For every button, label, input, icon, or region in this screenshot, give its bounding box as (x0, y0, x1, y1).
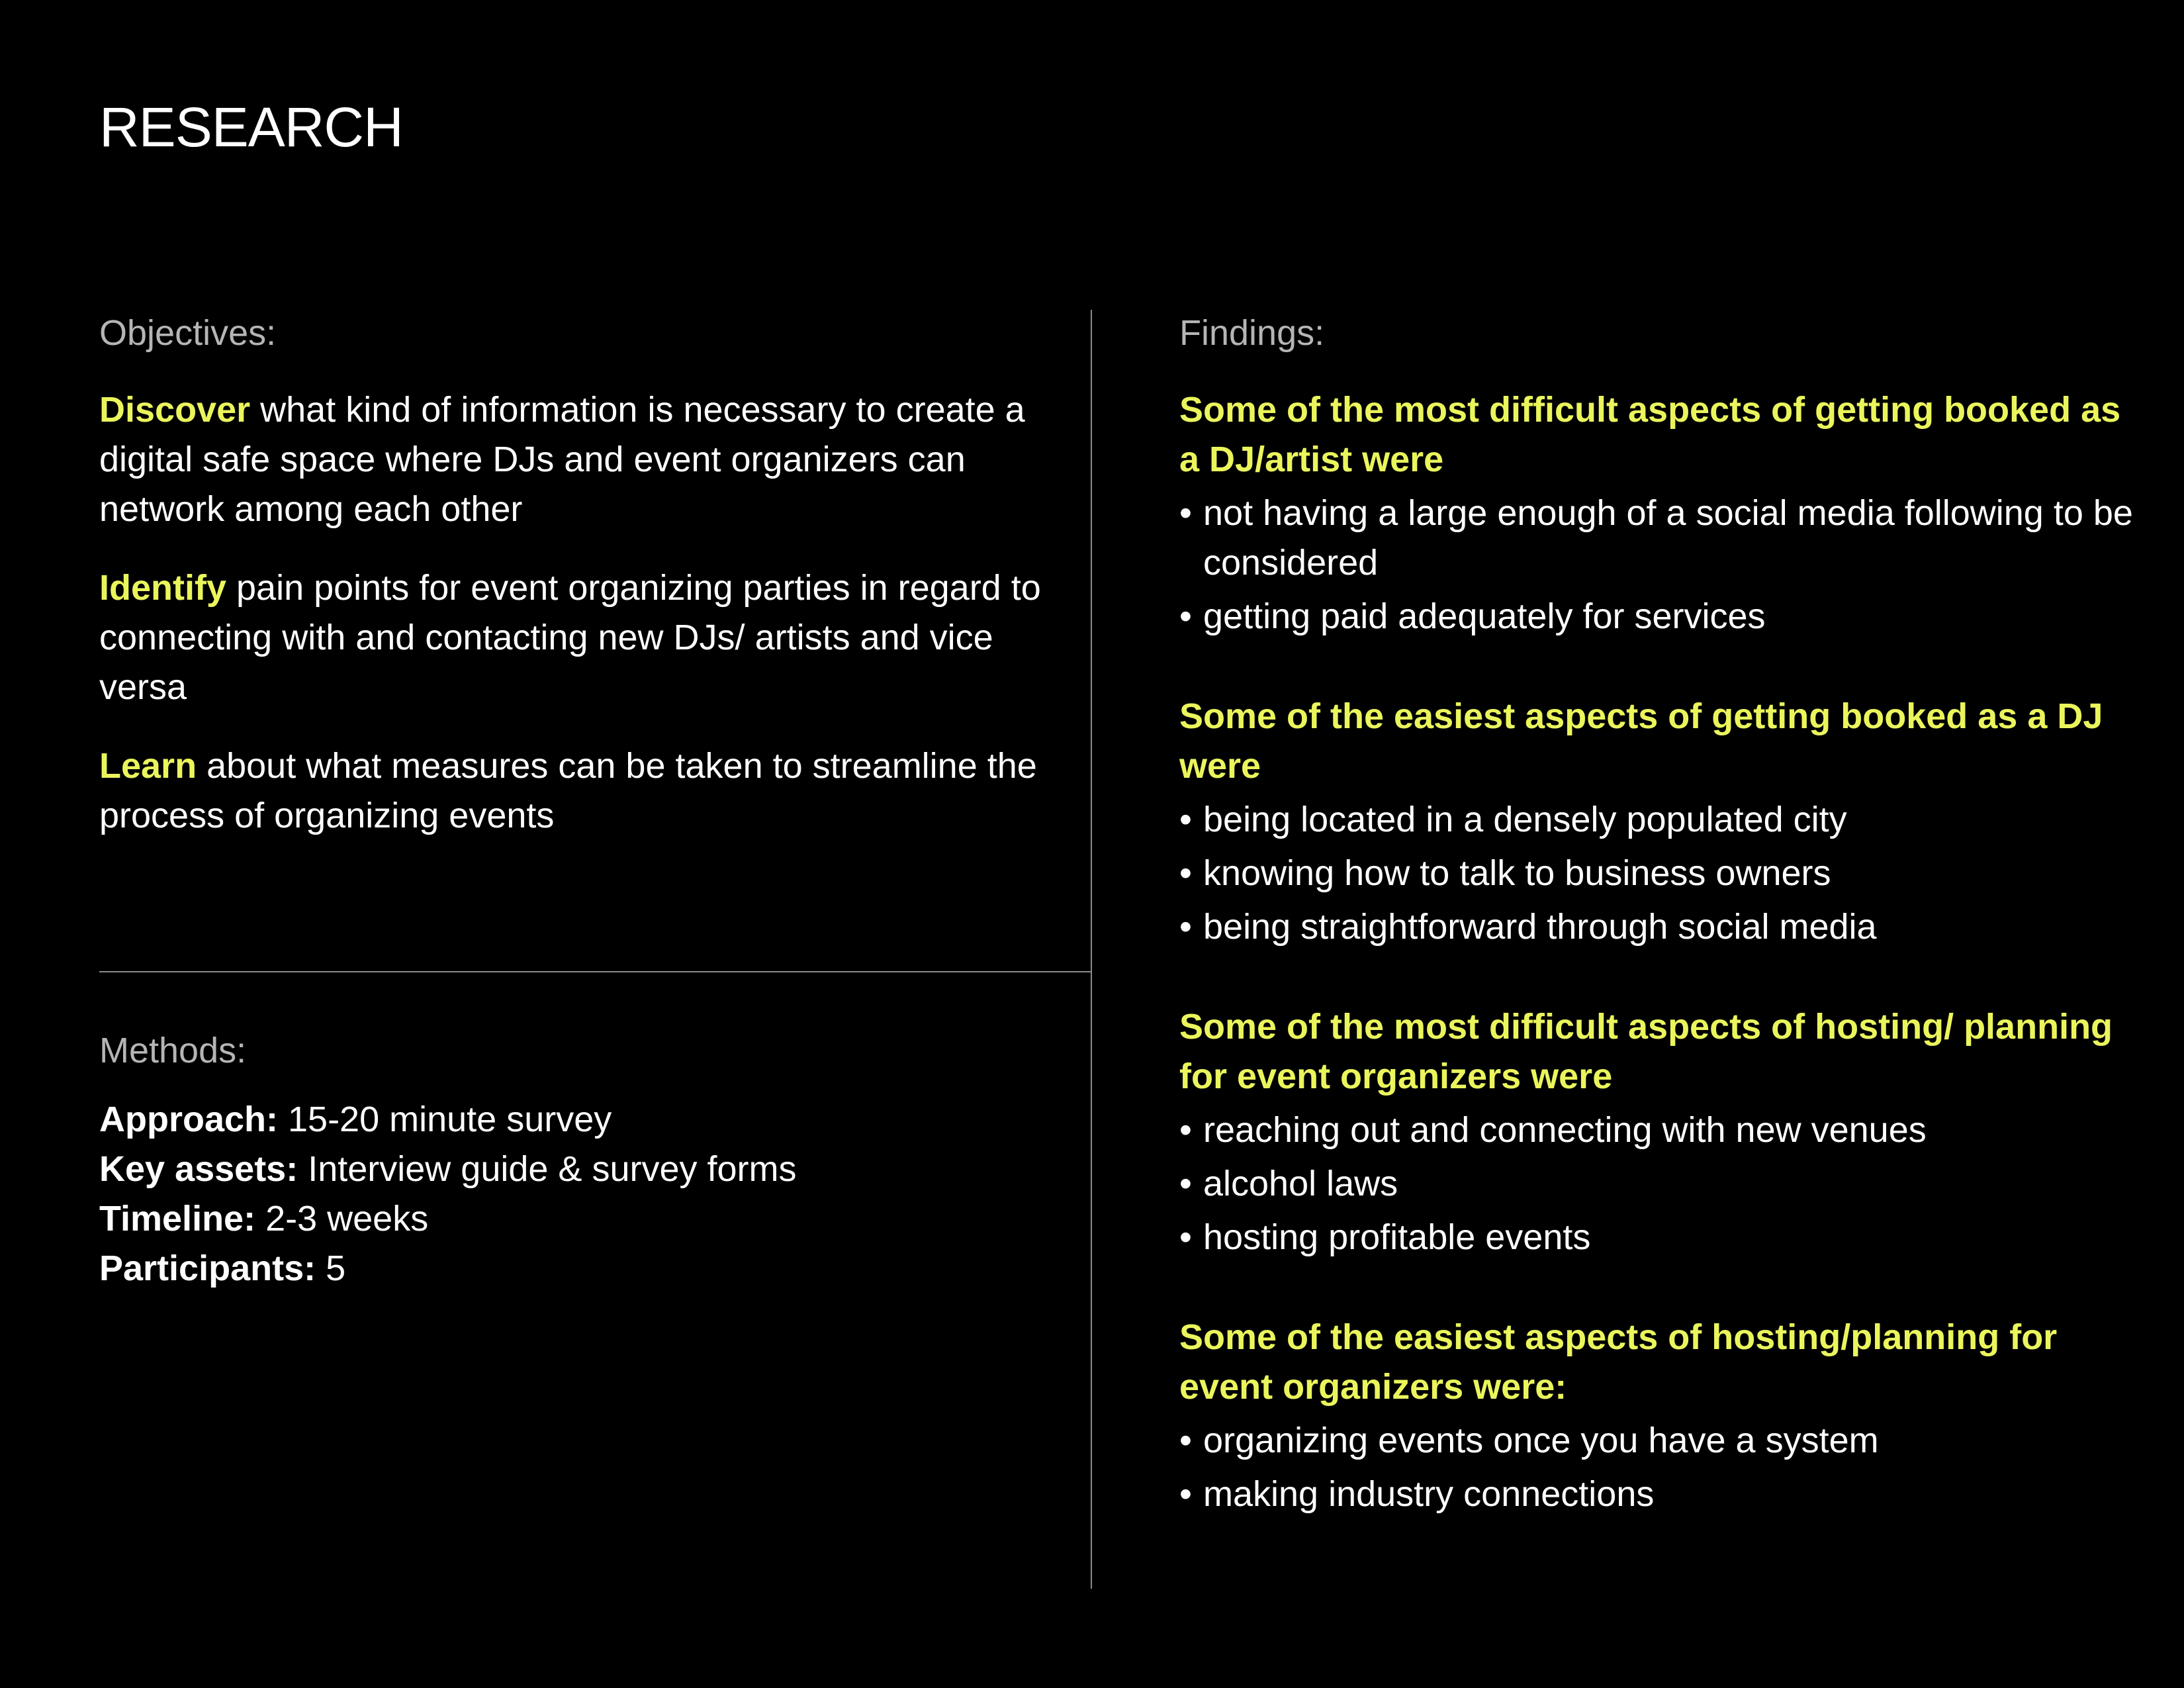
finding-bullet (1179, 1213, 2139, 1262)
finding-bullets (1179, 795, 2139, 952)
finding-heading: Some of the most difficult aspects of getting booked as a DJ/artist were (1179, 390, 2121, 479)
objectives-label: Objectives: (99, 313, 277, 353)
objective-identify (99, 563, 1066, 712)
methods-label: Methods: (99, 1031, 247, 1070)
method-value: Interview guide & survey forms (298, 1149, 797, 1189)
finding-group (1179, 385, 2139, 641)
method-key: Approach: (99, 1100, 278, 1139)
finding-group (1179, 692, 2139, 952)
method-timeline (99, 1194, 1066, 1244)
bullet-text: not having a large enough of a social media following to be considered (1203, 493, 2133, 583)
finding-bullet (1179, 1159, 2139, 1209)
bullet-marker: • (1179, 1110, 1192, 1150)
bullet-marker: • (1179, 853, 1192, 893)
finding-bullets (1179, 489, 2139, 641)
bullet-text: alcohol laws (1203, 1164, 1398, 1203)
methods-list (99, 1095, 1066, 1293)
bullet-text: getting paid adequately for services (1203, 596, 1766, 636)
finding-heading: Some of the most difficult aspects of hosting/ planning for event organizers were (1179, 1007, 2113, 1096)
bullet-marker: • (1179, 596, 1192, 636)
bullet-marker: • (1179, 1217, 1192, 1257)
bullet-marker: • (1179, 1474, 1192, 1514)
page-title: RESEARCH (99, 96, 403, 158)
objective-learn (99, 741, 1066, 841)
objective-text: about what measures can be taken to streamline the process of organizing events (99, 746, 1037, 835)
finding-group (1179, 1313, 2139, 1519)
objective-keyword: Discover (99, 390, 251, 430)
bullet-marker: • (1179, 1421, 1192, 1460)
method-key: Participants: (99, 1248, 316, 1288)
method-value: 5 (316, 1248, 346, 1288)
bullet-text: hosting profitable events (1203, 1217, 1591, 1257)
findings-label: Findings: (1179, 313, 1325, 353)
finding-heading: Some of the easiest aspects of getting booked as a DJ were (1179, 696, 2103, 786)
method-value: 15-20 minute survey (278, 1100, 612, 1139)
bullet-text: reaching out and connecting with new venues (1203, 1110, 1927, 1150)
bullet-text: making industry connections (1203, 1474, 1655, 1514)
finding-heading: Some of the easiest aspects of hosting/planning for event organizers were: (1179, 1317, 2058, 1407)
objective-keyword: Identify (99, 568, 227, 608)
method-value: 2-3 weeks (255, 1199, 429, 1239)
bullet-marker: • (1179, 800, 1192, 839)
finding-bullets (1179, 1416, 2139, 1519)
method-participants (99, 1244, 1066, 1293)
methods-section (99, 1033, 1066, 1293)
vertical-divider (1091, 310, 1092, 1589)
finding-bullet (1179, 795, 2139, 845)
objective-discover (99, 385, 1066, 534)
finding-bullets (1179, 1105, 2139, 1262)
method-key-assets (99, 1145, 1066, 1194)
bullet-text: organizing events once you have a system (1203, 1421, 1879, 1460)
finding-bullet (1179, 1470, 2139, 1519)
finding-group (1179, 1002, 2139, 1262)
objective-keyword: Learn (99, 746, 197, 786)
bullet-text: being straightforward through social media (1203, 907, 1877, 947)
bullet-text: knowing how to talk to business owners (1203, 853, 1831, 893)
bullet-text: being located in a densely populated city (1203, 800, 1847, 839)
bullet-marker: • (1179, 493, 1192, 533)
finding-bullet (1179, 1105, 2139, 1155)
objectives-section (99, 315, 1066, 841)
objective-text: pain points for event organizing parties in regard to connecting with and contacting new DJs/ artists and vice versa (99, 568, 1041, 707)
finding-bullet (1179, 902, 2139, 952)
method-key: Timeline: (99, 1199, 256, 1239)
method-key: Key assets: (99, 1149, 298, 1189)
bullet-marker: • (1179, 907, 1192, 947)
finding-bullet (1179, 849, 2139, 898)
bullet-marker: • (1179, 1164, 1192, 1203)
findings-section (1179, 315, 2139, 1519)
finding-bullet (1179, 489, 2139, 588)
objective-text: what kind of information is necessary to create a digital safe space where DJs and event organizers can network among each other (99, 390, 1025, 529)
finding-bullet (1179, 1416, 2139, 1466)
method-approach (99, 1095, 1066, 1145)
horizontal-divider (99, 971, 1092, 972)
finding-bullet (1179, 592, 2139, 641)
